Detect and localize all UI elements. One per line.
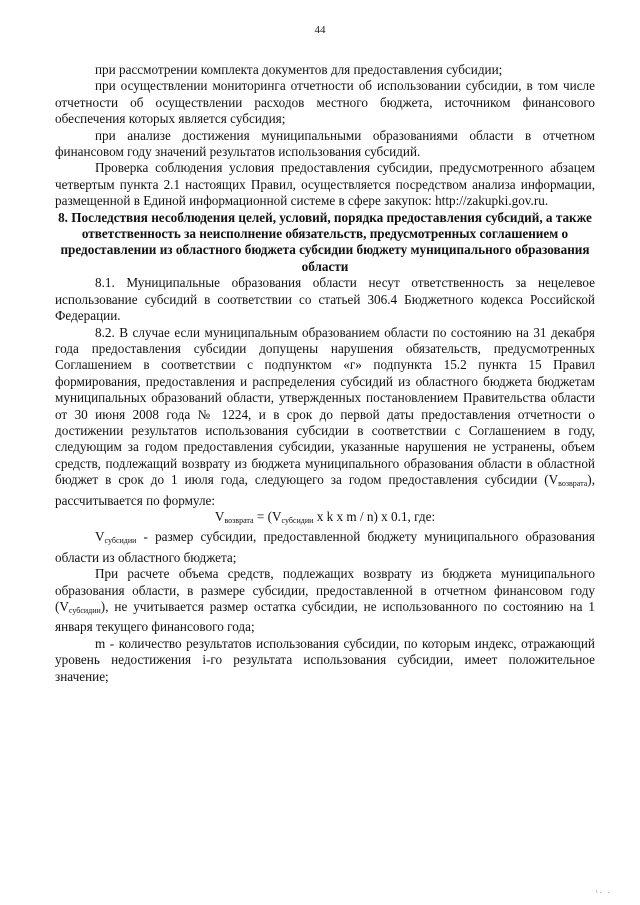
paragraph-8-2: 8.2. В случае если муниципальным образованием области по состоянию на 31 декабря года предоставления субсидии допущены нарушения обязательств, предусмотренных Соглашением в соответствии с подпунктом «г» подпункта 15.2 пункта 15 Правил формирования, предоставления и распределения субсидий из областного бюджета бюджетам муниципальных образований области, утвержденных постановлением Правительства области от 30 июня 2008 года № 1224, и в срок до первой даты предоставления отчетности о достижении результатов использования субсидии в соответствии с Соглашением в году, следующим за годом предоставления субсидии, указанные нарушения не устранены, объем средств, подлежащий возврату из бюджета муниципального образования области в областной бюджет в срок до 1 июля года, следующего за годом предоставления субсидии $(V_{возврата})$, рассчитывается по формуле:	[55, 324, 595, 508]
page-number: 44	[314, 24, 326, 36]
definition-m: m - количество результатов использования субсидии, по которым индекс, отражающий уровень недостижения i-го результата использования субсидии, имеет положительное значение;	[55, 635, 595, 684]
paragraph: при анализе достижения муниципальными образованиями области в отчетном финансовом году значений результатов использования субсидий.	[55, 127, 595, 160]
corner-mark: ⁱ· ·	[596, 889, 612, 897]
paragraph: при осуществлении мониторинга отчетности об использовании субсидии, в том числе отчетности об осуществлении расходов местного бюджета, источником финансового обеспечения которых является субсидия;	[55, 78, 595, 127]
document-body	[55, 62, 595, 685]
paragraph: при рассмотрении комплекта документов для предоставления субсидии;	[95, 62, 503, 77]
paragraph-calculation: При расчете объема средств, подлежащих возврату из бюджета муниципального образования области, в размере субсидии, предоставленной в отчетном финансовом году $(V_{субсидии})$, не учитывается размер остатка субсидии, не использованного по состоянию на 1 января текущего финансового года;	[55, 566, 595, 635]
section-heading: 8. Последствия несоблюдения целей, условий, порядка предоставления субсидий, а также ответственность за неисполнение обязательств, предусмотренных соглашением о предоставлении из областного бюджета субсидии бюджету муниципального образования области	[58, 209, 592, 274]
paragraph-8-1: 8.1. Муниципальные образования области несут ответственность за нецелевое использование субсидий в соответствии со статьей 306.4 Бюджетного кодекса Российской Федерации.	[55, 275, 595, 324]
formula: $V_{возврата} = (V_{субсидии}$ x k x m / n) x 0.1, где:	[214, 508, 436, 525]
definition-v-subsidy: $V_{субсидии}$ - размер субсидии, предоставленной бюджету муниципального образования области из областного бюджета;	[55, 529, 595, 565]
paragraph: Проверка соблюдения условия предоставления субсидии, предусмотренного абзацем четвертым пункта 2.1 настоящих Правил, осуществляется посредством анализа информации, размещенной в Единой информационной системе в сфере закупок: http://zakupki.gov.ru.	[55, 160, 595, 209]
